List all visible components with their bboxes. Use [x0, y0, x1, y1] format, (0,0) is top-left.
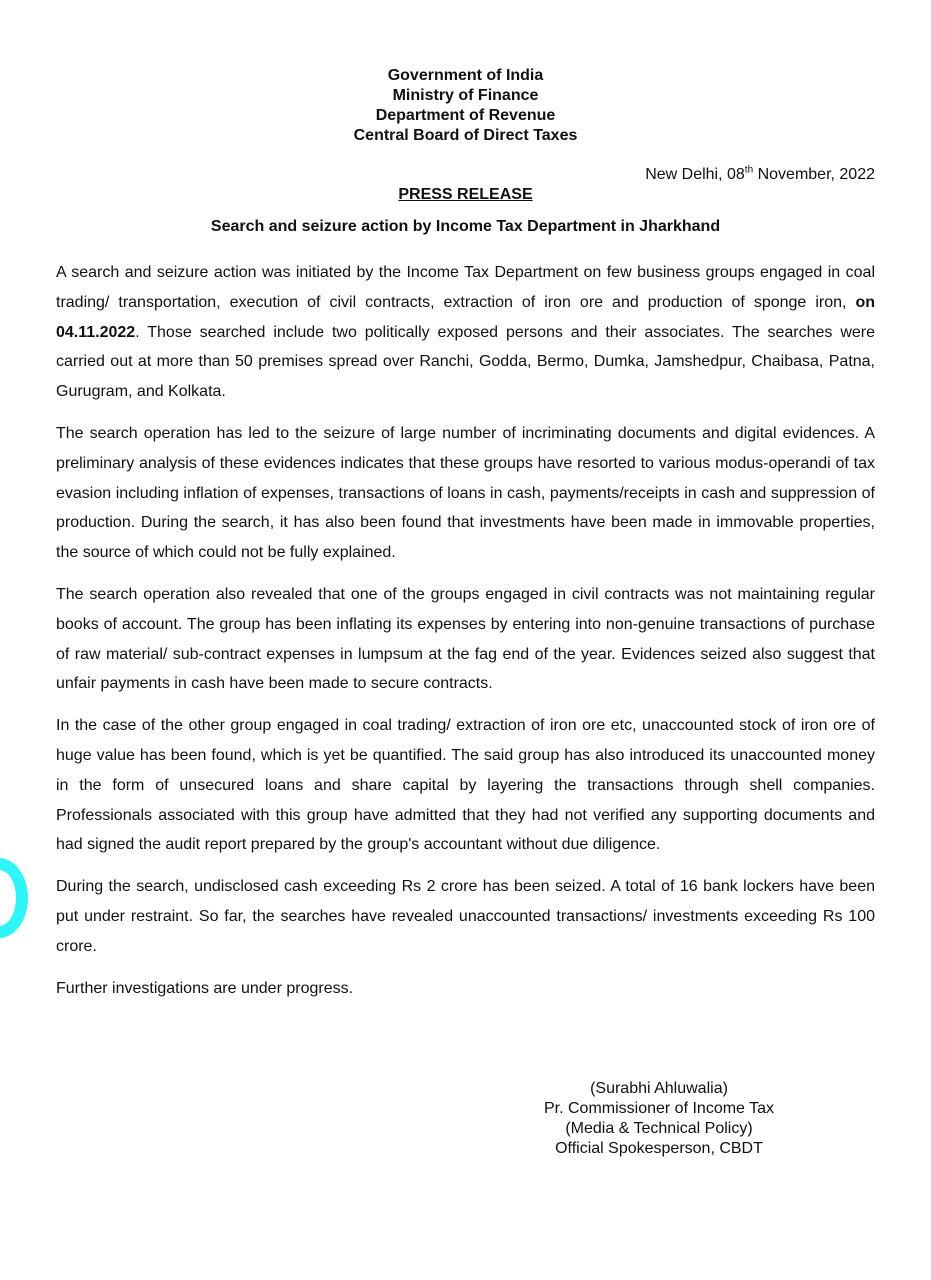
edge-ring-mark	[0, 858, 28, 938]
paragraph-1-part-a: A search and seizure action was initiated by the Income Tax Department on few business groups engaged in coal trading/ transportation, execution of civil contracts, extraction of iron ore and production of sponge iron,	[56, 264, 875, 311]
dateline-suffix: November, 2022	[753, 166, 875, 183]
press-release-subject: Search and seizure action by Income Tax Department in Jharkhand	[210, 218, 721, 235]
signatory-name: (Surabhi Ahluwalia)	[590, 1080, 728, 1097]
press-release-title: PRESS RELEASE	[398, 186, 533, 203]
signatory-designation: Pr. Commissioner of Income Tax	[543, 1100, 774, 1117]
paragraph-6: Further investigations are under progress.	[56, 979, 354, 997]
paragraph-1-part-b: . Those searched include two politically exposed persons and their associates. The searches were carried out at more than 50 premises spread over Ranchi, Godda, Bermo, Dumka, Jamshedpur, Chaibasa, Patna, Gurugram, and Kolkata.	[56, 323, 875, 401]
paragraph-1-date: on 04.11.2022	[56, 293, 875, 341]
paragraph-3: The search operation also revealed that one of the groups engaged in civil contracts was not maintaining regular books of account. The group has been inflating its expenses by entering into non-genuine transactions of purchase of raw material/ sub-contract expenses in lumpsum at the fag end of the year. Evidences seized also suggest that unfair payments in cash have been made to secure contracts.	[56, 585, 875, 693]
signature-block	[509, 1079, 809, 1159]
dateline	[645, 165, 875, 185]
letterhead-department: Department of Revenue	[375, 107, 556, 124]
letterhead	[0, 66, 931, 146]
paragraph-1	[56, 258, 875, 407]
signatory-role: Official Spokesperson, CBDT	[555, 1140, 763, 1157]
paragraph-2: The search operation has led to the seizure of large number of incriminating documents and digital evidences. A preliminary analysis of these evidences indicates that these groups have resorted to various modus-operandi of tax evasion including inflation of expenses, transactions of loans in cash, payments/receipts in cash and suppression of production. During the search, it has also been found that investments have been made in immovable properties, the source of which could not be fully explained.	[56, 424, 875, 562]
letterhead-ministry: Ministry of Finance	[392, 87, 539, 104]
letterhead-board: Central Board of Direct Taxes	[353, 127, 578, 144]
press-release-body	[56, 258, 875, 1015]
dateline-ordinal: th	[744, 164, 754, 176]
paragraph-5: During the search, undisclosed cash exceeding Rs 2 crore has been seized. A total of 16 bank lockers have been put under restraint. So far, the searches have revealed unaccounted transactions/ investments exceeding Rs 100 crore.	[56, 878, 875, 955]
letterhead-government: Government of India	[387, 67, 544, 84]
signatory-unit: (Media & Technical Policy)	[565, 1120, 753, 1137]
paragraph-4: In the case of the other group engaged in coal trading/ extraction of iron ore etc, unaccounted stock of iron ore of huge value has been found, which is yet be quantified. The said group has also introduced its unaccounted money in the form of unsecured loans and share capital by layering the transactions through shell companies. Professionals associated with this group have admitted that they had not verified any supporting documents and had signed the audit report prepared by the group's accountant without due diligence.	[56, 717, 875, 854]
dateline-prefix: New Delhi, 08	[645, 166, 745, 183]
